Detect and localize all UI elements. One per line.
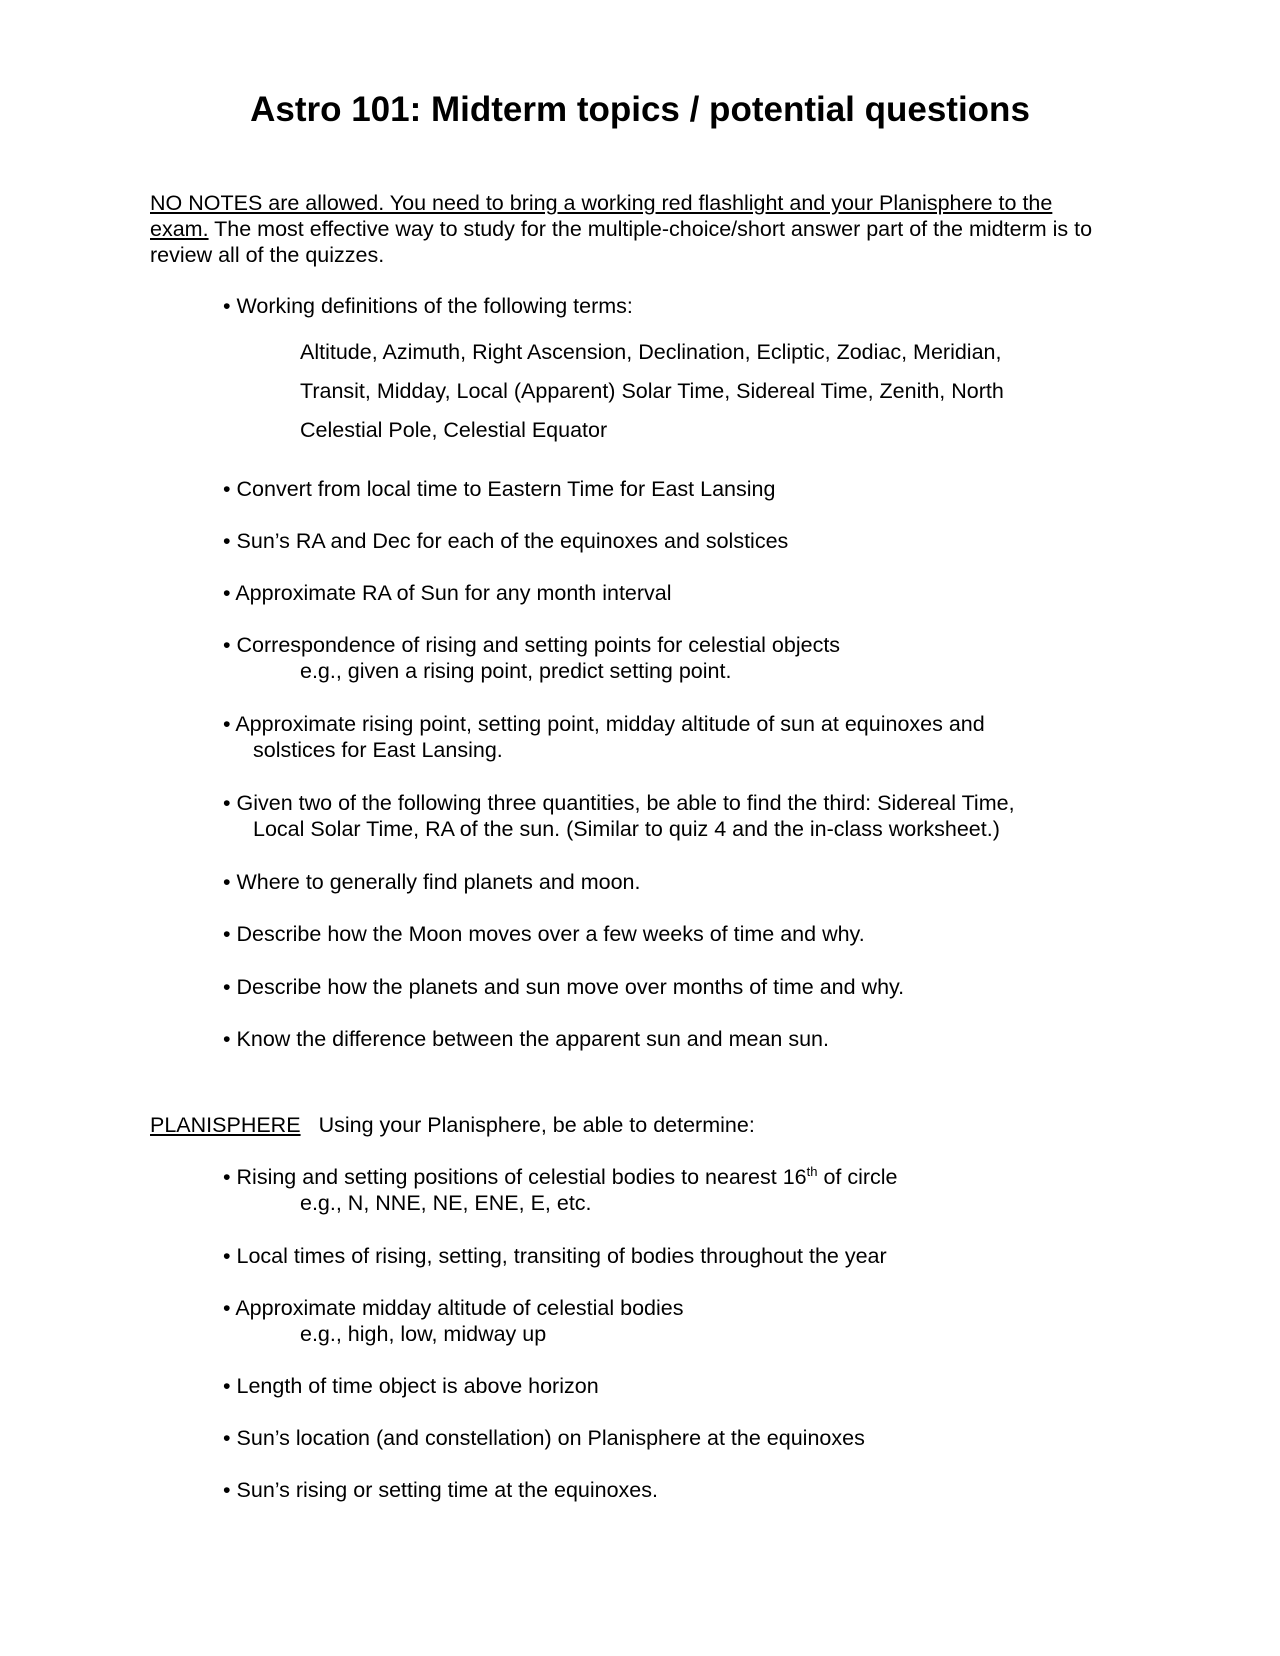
ordinal-suffix: th xyxy=(806,1163,818,1179)
planisphere-item xyxy=(223,1477,1103,1503)
planisphere-label: PLANISPHERE xyxy=(150,1113,301,1137)
topic-text: Describe how the planets and sun move over months of time and why. xyxy=(236,975,905,999)
intro-paragraph xyxy=(150,190,1110,268)
planisphere-item xyxy=(223,1295,1103,1347)
topic-example: e.g., given a rising point, predict setting point. xyxy=(300,659,732,683)
topic-item xyxy=(223,528,1103,554)
topic-text: Correspondence of rising and setting points for celestial objects xyxy=(236,633,841,657)
bullet: • xyxy=(223,477,231,501)
bullet: • xyxy=(223,1165,231,1189)
planisphere-text: Using your Planisphere, be able to determine: xyxy=(318,1113,755,1137)
topic-text: Approximate RA of Sun for any month interval xyxy=(235,581,672,605)
planisphere-heading xyxy=(150,1112,1050,1138)
bullet: • xyxy=(223,870,231,894)
planisphere-item xyxy=(223,1164,1103,1216)
planisphere-item xyxy=(223,1425,1103,1451)
planisphere-item-text: Local times of rising, setting, transiting of bodies throughout the year xyxy=(236,1244,887,1268)
planisphere-item xyxy=(223,1243,1103,1269)
topic-item xyxy=(223,476,1103,502)
page-title: Astro 101: Midterm topics / potential questions xyxy=(250,90,1030,129)
intro-rest-text: The most effective way to study for the multiple-choice/short answer part of the midterm is to review all of the quizzes. xyxy=(150,217,1093,267)
topic-text: Describe how the Moon moves over a few weeks of time and why. xyxy=(236,922,865,946)
bullet: • xyxy=(223,1027,231,1051)
definitions-label: Working definitions of the following terms: xyxy=(236,294,633,318)
topic-continuation: Local Solar Time, RA of the sun. (Similar to quiz 4 and the in-class worksheet.) xyxy=(253,817,1000,841)
topic-text: Sun’s RA and Dec for each of the equinoxes and solstices xyxy=(236,529,789,553)
topic-item xyxy=(223,632,1103,684)
topic-text: Where to generally find planets and moon. xyxy=(236,870,641,894)
bullet: • xyxy=(223,1244,231,1268)
topic-text: Know the difference between the apparent sun and mean sun. xyxy=(236,1027,829,1051)
planisphere-item-text: Sun’s rising or setting time at the equinoxes. xyxy=(236,1478,658,1502)
bullet: • xyxy=(223,712,231,736)
planisphere-item-text: Approximate midday altitude of celestial bodies xyxy=(235,1296,684,1320)
topic-text: Approximate rising point, setting point, midday altitude of sun at equinoxes and xyxy=(235,712,985,736)
topic-item xyxy=(223,790,1103,842)
planisphere-item-text: Sun’s location (and constellation) on Planisphere at the equinoxes xyxy=(236,1426,865,1450)
topic-item xyxy=(223,869,1103,895)
terms-line: Celestial Pole, Celestial Equator xyxy=(300,418,608,442)
bullet: • xyxy=(223,581,231,605)
topic-continuation: solstices for East Lansing. xyxy=(253,738,503,762)
bullet: • xyxy=(223,1426,231,1450)
topic-item xyxy=(223,580,1103,606)
bullet: • xyxy=(223,922,231,946)
planisphere-example: e.g., high, low, midway up xyxy=(300,1322,547,1346)
bullet: • xyxy=(223,633,231,657)
planisphere-text-after: of circle xyxy=(817,1165,898,1189)
bullet: • xyxy=(223,294,231,318)
planisphere-text-before: Rising and setting positions of celestial bodies to nearest 16 xyxy=(236,1165,807,1189)
planisphere-item-text: Length of time object is above horizon xyxy=(236,1374,599,1398)
bullet: • xyxy=(223,1374,231,1398)
topic-text: Given two of the following three quantities, be able to find the third: Sidereal Time, xyxy=(236,791,1015,815)
terms-line: Altitude, Azimuth, Right Ascension, Declination, Ecliptic, Zodiac, Meridian, xyxy=(300,340,1002,364)
bullet: • xyxy=(223,975,231,999)
terms-list xyxy=(300,333,1100,450)
topic-item xyxy=(223,974,1103,1000)
planisphere-example: e.g., N, NNE, NE, ENE, E, etc. xyxy=(300,1191,592,1215)
planisphere-item xyxy=(223,1373,1103,1399)
bullet: • xyxy=(223,1296,231,1320)
topic-item xyxy=(223,1026,1103,1052)
bullet: • xyxy=(223,529,231,553)
topic-item xyxy=(223,711,1103,763)
bullet: • xyxy=(223,1478,231,1502)
bullet: • xyxy=(223,791,231,815)
intro-underlined-text: NO NOTES are allowed. You need to bring a working red flashlight and your Planisphere to the exam. xyxy=(150,191,1053,241)
topic-text: Convert from local time to Eastern Time for East Lansing xyxy=(236,477,776,501)
topic-item xyxy=(223,921,1103,947)
terms-line: Transit, Midday, Local (Apparent) Solar Time, Sidereal Time, Zenith, North xyxy=(300,379,1004,403)
definitions-item xyxy=(223,293,1103,319)
